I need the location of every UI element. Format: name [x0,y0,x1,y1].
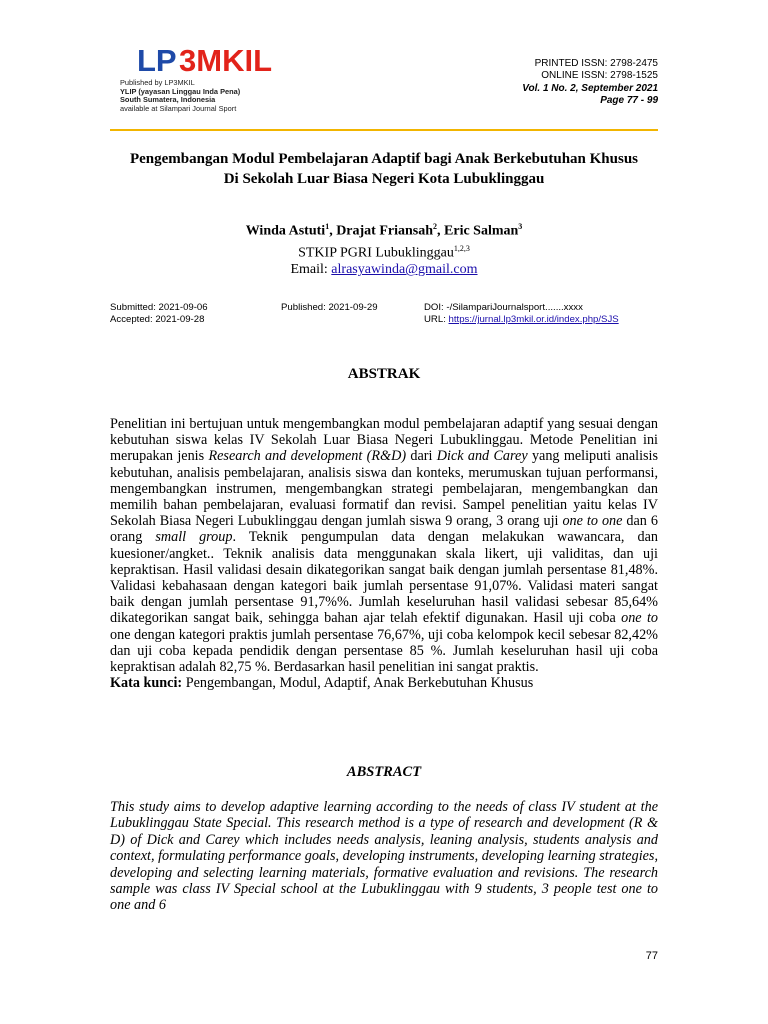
abstrak-heading: ABSTRAK [347,366,421,382]
volume-info: Vol. 1 No. 2, September 2021 [522,82,658,94]
printed-issn: PRINTED ISSN: 2798-2475 [534,58,658,69]
url-line [424,314,619,326]
author-sup: 1 [325,222,330,231]
abstrak-body [110,416,658,691]
header-rule [110,129,658,131]
affiliation [0,240,768,262]
logo-3mkil: 3MKIL [179,46,272,76]
published-date: Published: 2021-09-29 [281,302,378,313]
submission-dates [110,302,208,326]
publisher-line: YLIP (yayasan Linggau Inda Pena) [120,86,241,96]
title-line: Di Sekolah Luar Biasa Negeri Kota Lubuklinggau [223,171,545,187]
email-link[interactable]: alrasyawinda@gmail.com [331,262,478,278]
affiliation-sup: 1,2,3 [453,243,470,253]
keywords-label: Kata kunci: [110,675,183,692]
doi: DOI: -/SilampariJournalsport.......xxxx [424,302,583,313]
journal-url-link[interactable]: https://jurnal.lp3mkil.or.id/index.php/SJS [448,314,619,325]
author-sup: 3 [518,222,523,231]
online-issn: ONLINE ISSN: 2798-1525 [541,70,658,82]
text-run: one dengan kategori praktis jumlah persentase 76,67%, uji coba kelompok kecil sebesar 82,42% dan uji coba kepada pendidik dengan persentase 85 %. Jumlah keseluruhan hasil uji coba kepraktisan adalah 82,75 %. Berdasarkan hasil penelitian ini sangat praktis. [110,626,658,676]
logo-lp: LP [137,46,177,76]
email-line [0,261,768,278]
text-run: . Teknik pengumpulan data dengan melakukan wawancara, dan kuesioner/angket.. Teknik analisis data menggunakan skala likert, uji validitas, dan uji kepraktisan. Hasil validasi desain dikategorikan sangat baik dengan jumlah persentase 81,48%. Validasi kebahasaan dengan kategori baik jumlah persentase 91,07%. Validasi materi sangat baik dengan jumlah persentase 91,7%%. Jumlah keseluruhan hasil validasi sebesar 85,64% dikategorikan sangat baik, sehingga bahan ajar telah efektif digunakan. Hasil uji coba [110,529,658,627]
publisher-info [120,79,240,113]
submitted-date: Submitted: 2021-09-06 [110,302,208,313]
keywords [110,675,658,691]
italic-run: one to one [562,513,623,530]
italic-run: Dick and Carey [436,448,528,465]
page-number: 77 [645,950,658,962]
publisher-line: Published by LP3MKIL [120,78,195,87]
author-sup: 2 [433,222,438,231]
text-run: Penelitian ini bertujuan untuk mengembangkan modul pembelajaran adaptif yang sesuai dengan kebutuhan siswa kelas IV Sekolah Luar Biasa Negeri Lubuklinggau. Metode Penelitian ini merupakan jenis [110,416,658,465]
abstract-heading: ABSTRACT [346,764,422,780]
accepted-date: Accepted: 2021-09-28 [110,314,205,325]
italic-run: small group [155,529,233,546]
author-names: Winda Astuti$^1$, Drajat Friansah$^2$, Eric Salman$^3$ [245,222,523,239]
text-run: dan 6 orang [110,513,658,546]
italic-run: one to [621,610,658,627]
affiliation-text: STKIP PGRI Lubuklinggau [298,245,454,261]
italic-run: Research and development (R&D) [208,448,407,465]
text-run: yang meliputi analisis kebutuhan, analisis pembelajaran, analisis siswa dan konteks, merumuskan tujuan performansi, mengembangkan instrumen, mengembangkan strategi pembelajaran, mengembangkan dan memilih bahan pembelajaran, evaluasi formatif dan revisi. Sampel penelitian yaitu kelas IV Sekolah Biasa Negeri Lubuklinggau dengan jumlah siswa 9 orang, 3 orang uji [110,448,659,530]
abstract-body: This study aims to develop adaptive learning according to the needs of class IV student at the Lubuklinggau State Special. This research method is a type of research and development (R & D) of Dick and Carey which includes needs analysis, leaning analysis, students analysis and context, formulating performance goals, developing instruments, developing learning strategies, developing and selecting learning materials, formative evaluation and revisions. The research sample was class IV Special school at the Lubuklinggau with 9 students, 3 people test one to one and 6 [110,799,658,914]
paper-title [0,149,768,189]
authors-block [0,218,768,278]
doi-url-block [424,302,619,326]
publisher-line: available at Silampari Journal Sport [120,103,237,113]
title-line: Pengembangan Modul Pembelajaran Adaptif bagi Anak Berkebutuhan Khusus [129,151,639,167]
text-run: dari [406,448,437,465]
email-label: Email: [290,262,332,278]
issn-block [522,58,658,108]
keywords-text: Pengembangan, Modul, Adaptif, Anak Berkebutuhan Khusus [182,675,534,692]
author-name: Winda Astuti [245,223,326,239]
url-label: URL: [424,314,449,325]
author-name: Drajat Friansah [336,223,434,239]
author-name: Eric Salman [444,223,519,239]
journal-logo [137,46,317,76]
publisher-line: South Sumatera, Indonesia [120,95,216,105]
abstrak-paragraph [110,416,658,675]
page-range: Page 77 - 99 [600,95,658,107]
